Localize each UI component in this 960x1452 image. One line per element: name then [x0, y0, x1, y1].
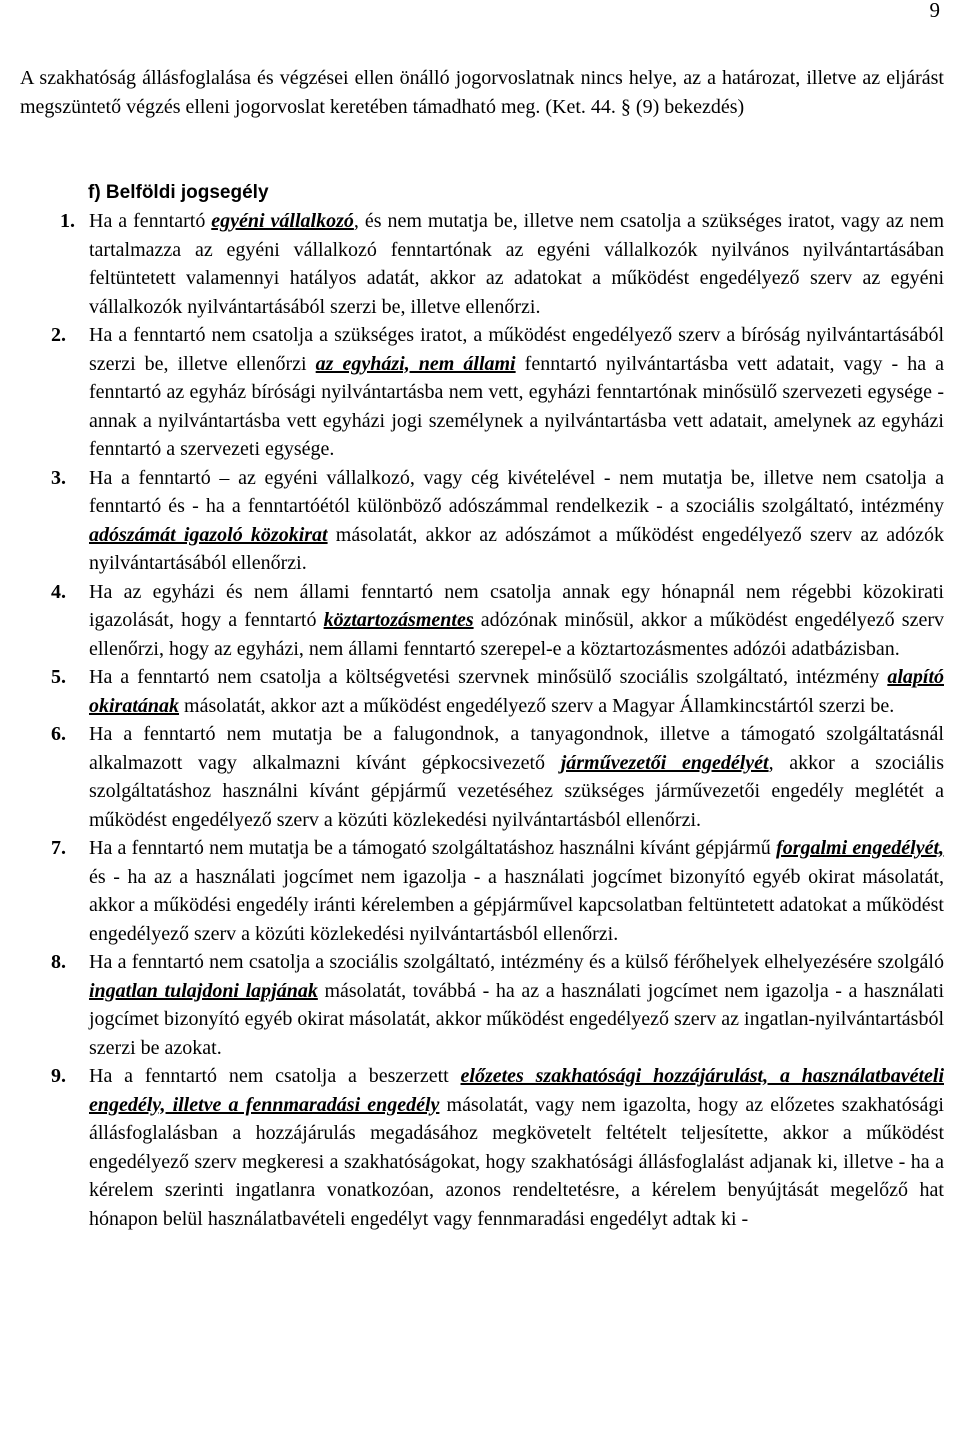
item-emphasis: az egyházi, nem állami	[315, 352, 516, 375]
item-number: 5.	[51, 666, 66, 688]
item-text: Ha az egyházi és nem állami fenntartó nem csatolja annak egy hónapnál nem régebbi közokirati igazolását, hogy a fenntartó	[89, 580, 944, 631]
list-item	[0, 1062, 960, 1233]
item-number: 2.	[51, 324, 66, 346]
item-emphasis: előzetes szakhatósági hozzájárulást, a használatbavételi engedély, illetve a fennmaradási engedély	[89, 1065, 944, 1116]
list-item	[0, 663, 960, 720]
list-item	[0, 834, 960, 948]
item-text: Ha a fenntartó nem mutatja be a falugondnok, a tanyagondnok, illetve a támogató szolgáltatásnál alkalmazott vagy alkalmazni kívánt gépkocsivezető	[89, 723, 944, 774]
section-title: f) Belföldi jogsegély	[88, 182, 269, 203]
item-text: és - ha az a használati jogcímet nem igazolja - a használati jogcímet bizonyító egyéb okirat másolatát, akkor a működési engedély iránti kérelemben a gépjárművel kapcsolatban feltüntetett adatokat a működést engedélyező szerv a közúti közlekedési nyilvántartásból ellenőrzi.	[89, 865, 944, 945]
item-text: Ha a fenntartó nem csatolja a beszerzett	[89, 1065, 461, 1087]
list-item	[0, 720, 960, 834]
item-text: Ha a fenntartó	[89, 210, 212, 232]
item-number: 6.	[51, 723, 66, 745]
page-number: 9	[929, 0, 940, 22]
numbered-list	[0, 207, 960, 1233]
list-item	[0, 321, 960, 464]
item-text: Ha a fenntartó nem csatolja a szükséges iratot, a működést engedélyező szerv a bíróság nyilvántartásából szerzi be, illetve ellenőrzi	[89, 324, 944, 375]
item-text: adózónak minősül, akkor a működést engedélyező szerv ellenőrzi, hogy az egyházi, nem állami fenntartó szerepel-e a köztartozásmentes adózói adatbázisban.	[89, 609, 944, 660]
item-text: , és nem mutatja be, illetve nem csatolja a szükséges iratot, vagy az nem tartalmazza az egyéni vállalkozó fenntartónak az egyéni vállalkozók nyilvános nyilvántartásában feltüntetett valamennyi hatályos adatát, akkor az adatokat a működést engedélyező szerv az egyéni vállalkozók nyilvántartásából szerzi be, illetve ellenőrzi.	[89, 210, 945, 318]
item-emphasis: forgalmi engedélyét,	[776, 837, 945, 859]
item-text: , akkor a szociális szolgáltatáshoz használni kívánt gépjármű vezetéséhez szükséges járművezetői engedély meglétét a működést engedélyező szerv a közúti közlekedési nyilvántartásból ellenőrzi.	[89, 751, 944, 831]
item-text: fenntartó nyilvántartásba vett adatait, vagy - ha a fenntartó az egyház bírósági nyilvántartásba nem vett, egyházi fenntartónak minősülő szervezeti egysége - annak a nyilvántartásba vett egyházi jogi személynek a nyilvántartásba vett adatait, amelynek az egyházi fenntartó a szervezeti egysége.	[89, 352, 944, 460]
item-text: Ha a fenntartó nem mutatja be a támogató szolgáltatáshoz használni kívánt gépjármű	[89, 837, 777, 859]
item-text: másolatát, akkor az adószámot a működést engedélyező szerv az adózók nyilvántartásából ellenőrzi.	[89, 523, 944, 574]
item-emphasis: egyéni vállalkozó	[211, 210, 354, 232]
item-emphasis: köztartozásmentes	[323, 609, 474, 631]
item-number: 3.	[51, 466, 66, 489]
item-text: másolatát, vagy nem igazolta, hogy az előzetes szakhatósági állásfoglalásban a hozzájárulás megadásához megkövetelt feltételt teljesítette, akkor a működést engedélyező szerv megkeresi a szakhatóságokat, hogy szakhatósági állásfoglalást adjanak ki, illetve - ha a kérelem szerinti ingatlanra vonatkozóan, azonos rendeltetésre, a kérelem benyújtását megelőző hat hónapon belül használatbavételi engedélyt vagy fennmaradási engedélyt adtak ki -	[89, 1093, 944, 1230]
item-text: másolatát, továbbá - ha az a használati jogcímet nem igazolja - a használati jogcímet bizonyító egyéb okirat másolatát, akkor működést engedélyező szerv az ingatlan-nyilvántartásból szerzi be azokat.	[89, 979, 945, 1059]
item-emphasis: adószámát igazoló közokirat	[89, 523, 328, 546]
item-emphasis: járművezetői engedélyét	[560, 751, 769, 774]
item-number: 8.	[51, 951, 66, 973]
list-item	[0, 578, 960, 664]
intro-paragraph: A szakhatóság állásfoglalása és végzései ellen önálló jogorvoslatnak nincs helye, az a határozat, illetve az eljárást megszüntető végzés elleni jogorvoslat keretében támadható meg. (Ket. 44. § (9) bekezdés)	[20, 67, 944, 118]
item-emphasis: alapító okiratának	[89, 666, 944, 717]
item-number: 1.	[60, 210, 75, 232]
item-text: másolatát, akkor azt a működést engedélyező szerv a Magyar Államkincstártól szerzi be.	[179, 694, 895, 717]
item-text: Ha a fenntartó – az egyéni vállalkozó, vagy cég kivételével - nem mutatja be, illetve nem csatolja a fenntartó és - ha a fenntartóétól különböző adószámmal rendelkezik - a szociális szolgáltató, intézmény	[89, 466, 944, 517]
item-text: Ha a fenntartó nem csatolja a szociális szolgáltató, intézmény és a külső férőhelyek elhelyezésére szolgáló	[89, 951, 944, 973]
item-text: Ha a fenntartó nem csatolja a költségvetési szervnek minősülő szociális szolgáltató, intézmény	[89, 666, 888, 688]
list-item	[0, 464, 960, 578]
list-item	[0, 948, 960, 1062]
item-number: 7.	[51, 837, 66, 859]
item-number: 9.	[51, 1065, 66, 1087]
item-emphasis: ingatlan tulajdoni lapjának	[89, 979, 318, 1002]
item-number: 4.	[51, 580, 66, 603]
list-item	[0, 207, 960, 321]
